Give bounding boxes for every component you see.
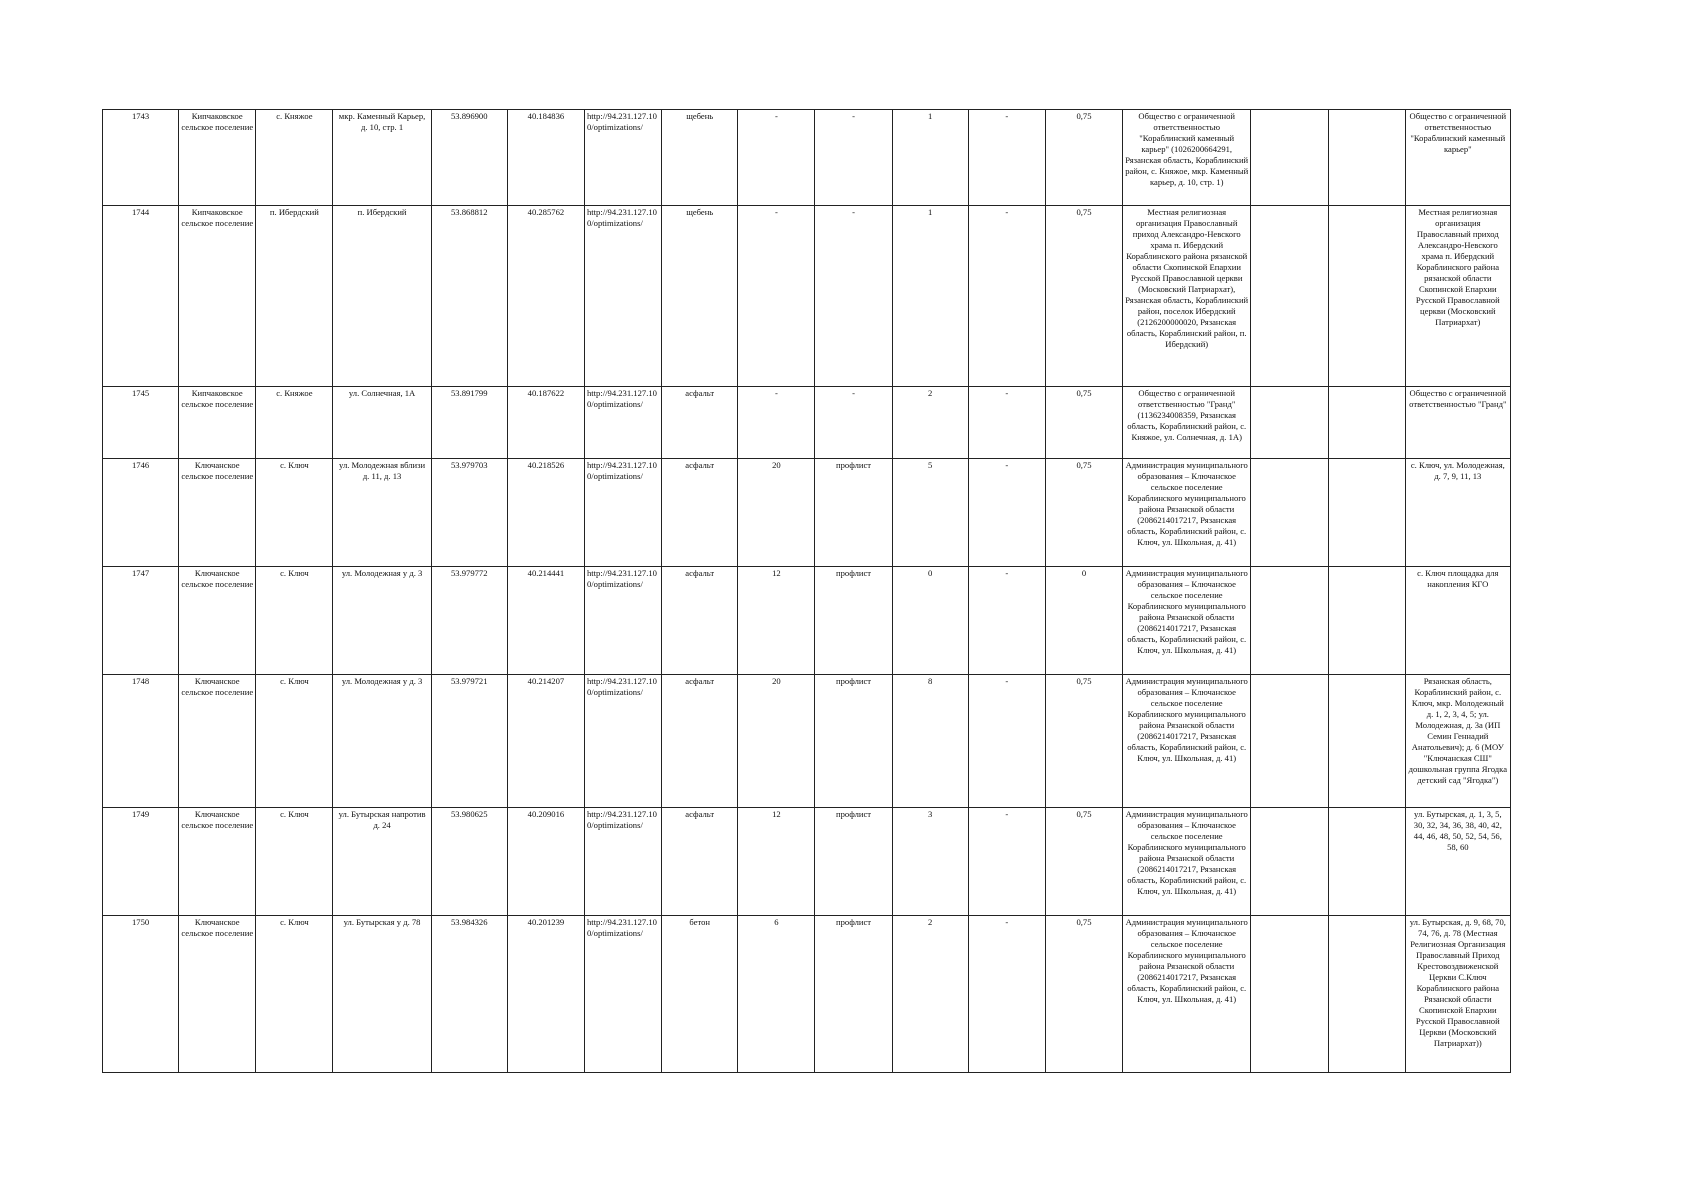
url-link[interactable]: http://94.231.127.100/optimizations/	[584, 387, 661, 459]
locality-cell: п. Ибердский	[256, 206, 333, 387]
fence-material-cell: профлист	[815, 675, 892, 808]
fence-material-cell: профлист	[815, 567, 892, 675]
empty-cell	[1251, 808, 1328, 916]
latitude-cell: 53.979772	[431, 567, 507, 675]
waste-sources-cell: Общество с ограниченной ответственностью "Кораблинский каменный карьер"	[1405, 110, 1510, 206]
empty-cell	[1251, 567, 1328, 675]
table-row	[103, 206, 1511, 387]
surface-cell: бетон	[662, 916, 738, 1073]
url-link[interactable]: http://94.231.127.100/optimizations/	[584, 459, 661, 567]
table-row	[103, 675, 1511, 808]
volume-cell: 0,75	[1045, 808, 1122, 916]
url-link[interactable]: http://94.231.127.100/optimizations/	[584, 110, 661, 206]
locality-cell: с. Ключ	[256, 675, 333, 808]
empty-cell	[1328, 110, 1405, 206]
fence-material-cell: профлист	[815, 916, 892, 1073]
row-number: 1745	[103, 387, 179, 459]
surface-cell: асфальт	[662, 567, 738, 675]
settlement-cell: Ключанское сельское поселение	[179, 567, 256, 675]
surface-cell: асфальт	[662, 675, 738, 808]
url-link[interactable]: http://94.231.127.100/optimizations/	[584, 567, 661, 675]
area-cell: 20	[738, 459, 815, 567]
waste-sources-cell: Местная религиозная организация Православный приход Александро-Невского храма п. Ибердский Кораблинского района рязанской области Скопинской Епархии Русской Православной церкви (Московский Патриархат)	[1405, 206, 1510, 387]
row-number: 1750	[103, 916, 179, 1073]
owner-cell: Администрация муниципального образования – Ключанское сельское поселение Кораблинского муниципального района Рязанской области (2086214017217, Рязанская область, Кораблинский район, с. Ключ, ул. Школьная, д. 41)	[1123, 916, 1251, 1073]
waste-sources-cell: Рязанская область, Кораблинский район, с. Ключ, мкр. Молодежный д. 1, 2, 3, 4, 5; ул. Молодежная, д. 3а (ИП Семин Геннадий Анатольевич); д. 6 (МОУ "Ключанская СШ" дошкольная группа Ягодка детский сад "Ягодка")	[1405, 675, 1510, 808]
waste-sources-cell: Общество с ограниченной ответственностью "Гранд"	[1405, 387, 1510, 459]
locality-cell: с. Ключ	[256, 459, 333, 567]
empty-cell	[1251, 459, 1328, 567]
locality-cell: с. Княжое	[256, 387, 333, 459]
settlement-cell: Ключанское сельское поселение	[179, 916, 256, 1073]
area-cell: 6	[738, 916, 815, 1073]
url-link[interactable]: http://94.231.127.100/optimizations/	[584, 675, 661, 808]
volume-cell: 0	[1045, 567, 1122, 675]
containers-cell: 1	[892, 206, 968, 387]
empty-cell	[1328, 459, 1405, 567]
area-cell: 12	[738, 808, 815, 916]
settlement-cell: Ключанское сельское поселение	[179, 808, 256, 916]
url-link[interactable]: http://94.231.127.100/optimizations/	[584, 206, 661, 387]
empty-cell	[1251, 206, 1328, 387]
settlement-cell: Кипчаковское сельское поселение	[179, 206, 256, 387]
waste-sources-cell: ул. Бутырская, д. 1, 3, 5, 30, 32, 34, 36, 38, 40, 42, 44, 46, 48, 50, 52, 54, 56, 58, 60	[1405, 808, 1510, 916]
fence-material-cell: профлист	[815, 808, 892, 916]
area-cell: 20	[738, 675, 815, 808]
url-link[interactable]: http://94.231.127.100/optimizations/	[584, 808, 661, 916]
owner-cell: Общество с ограниченной ответственностью "Кораблинский каменный карьер" (1026200664291, Рязанская область, Кораблинский район, с. Княжое, мкр. Каменный карьер, д. 10, стр. 1)	[1123, 110, 1251, 206]
address-cell: ул. Молодежная у д. 3	[333, 675, 431, 808]
owner-cell: Администрация муниципального образования – Ключанское сельское поселение Кораблинского муниципального района Рязанской области (2086214017217, Рязанская область, Кораблинский район, с. Ключ, ул. Школьная, д. 41)	[1123, 567, 1251, 675]
planned-containers-cell: -	[968, 675, 1045, 808]
surface-cell: асфальт	[662, 459, 738, 567]
settlement-cell: Ключанское сельское поселение	[179, 459, 256, 567]
locality-cell: с. Ключ	[256, 916, 333, 1073]
containers-cell: 1	[892, 110, 968, 206]
table-row	[103, 567, 1511, 675]
fence-material-cell: профлист	[815, 459, 892, 567]
volume-cell: 0,75	[1045, 675, 1122, 808]
longitude-cell: 40.209016	[507, 808, 584, 916]
latitude-cell: 53.896900	[431, 110, 507, 206]
table-row	[103, 459, 1511, 567]
table-row	[103, 808, 1511, 916]
longitude-cell: 40.187622	[507, 387, 584, 459]
latitude-cell: 53.891799	[431, 387, 507, 459]
volume-cell: 0,75	[1045, 459, 1122, 567]
containers-cell: 0	[892, 567, 968, 675]
owner-cell: Администрация муниципального образования – Ключанское сельское поселение Кораблинского муниципального района Рязанской области (2086214017217, Рязанская область, Кораблинский район, с. Ключ, ул. Школьная, д. 41)	[1123, 459, 1251, 567]
planned-containers-cell: -	[968, 567, 1045, 675]
surface-cell: асфальт	[662, 808, 738, 916]
planned-containers-cell: -	[968, 387, 1045, 459]
area-cell: -	[738, 206, 815, 387]
address-cell: ул. Молодежная вблизи д. 11, д. 13	[333, 459, 431, 567]
address-cell: ул. Молодежная у д. 3	[333, 567, 431, 675]
row-number: 1749	[103, 808, 179, 916]
address-cell: ул. Солнечная, 1А	[333, 387, 431, 459]
empty-cell	[1251, 675, 1328, 808]
locality-cell: с. Ключ	[256, 808, 333, 916]
settlement-cell: Кипчаковское сельское поселение	[179, 387, 256, 459]
address-cell: ул. Бутырская у д. 78	[333, 916, 431, 1073]
owner-cell: Администрация муниципального образования – Ключанское сельское поселение Кораблинского муниципального района Рязанской области (2086214017217, Рязанская область, Кораблинский район, с. Ключ, ул. Школьная, д. 41)	[1123, 675, 1251, 808]
locality-cell: с. Ключ	[256, 567, 333, 675]
waste-sources-cell: с. Ключ площадка для накопления КГО	[1405, 567, 1510, 675]
empty-cell	[1328, 675, 1405, 808]
url-link[interactable]: http://94.231.127.100/optimizations/	[584, 916, 661, 1073]
row-number: 1743	[103, 110, 179, 206]
empty-cell	[1251, 916, 1328, 1073]
fence-material-cell: -	[815, 110, 892, 206]
containers-cell: 2	[892, 387, 968, 459]
settlement-cell: Кипчаковское сельское поселение	[179, 110, 256, 206]
empty-cell	[1251, 110, 1328, 206]
row-number: 1744	[103, 206, 179, 387]
registry-table	[102, 109, 1511, 1073]
empty-cell	[1328, 206, 1405, 387]
volume-cell: 0,75	[1045, 387, 1122, 459]
table-row	[103, 387, 1511, 459]
table-body	[103, 110, 1511, 1073]
containers-cell: 5	[892, 459, 968, 567]
address-cell: п. Ибердский	[333, 206, 431, 387]
surface-cell: щебень	[662, 110, 738, 206]
surface-cell: асфальт	[662, 387, 738, 459]
area-cell: -	[738, 387, 815, 459]
longitude-cell: 40.285762	[507, 206, 584, 387]
owner-cell: Администрация муниципального образования – Ключанское сельское поселение Кораблинского муниципального района Рязанской области (2086214017217, Рязанская область, Кораблинский район, с. Ключ, ул. Школьная, д. 41)	[1123, 808, 1251, 916]
latitude-cell: 53.980625	[431, 808, 507, 916]
containers-cell: 3	[892, 808, 968, 916]
waste-sources-cell: с. Ключ, ул. Молодежная, д. 7, 9, 11, 13	[1405, 459, 1510, 567]
row-number: 1748	[103, 675, 179, 808]
longitude-cell: 40.214441	[507, 567, 584, 675]
latitude-cell: 53.979703	[431, 459, 507, 567]
planned-containers-cell: -	[968, 206, 1045, 387]
surface-cell: щебень	[662, 206, 738, 387]
table-row	[103, 916, 1511, 1073]
row-number: 1747	[103, 567, 179, 675]
settlement-cell: Ключанское сельское поселение	[179, 675, 256, 808]
volume-cell: 0,75	[1045, 916, 1122, 1073]
latitude-cell: 53.868812	[431, 206, 507, 387]
empty-cell	[1251, 387, 1328, 459]
planned-containers-cell: -	[968, 110, 1045, 206]
containers-cell: 8	[892, 675, 968, 808]
longitude-cell: 40.218526	[507, 459, 584, 567]
address-cell: мкр. Каменный Карьер, д. 10, стр. 1	[333, 110, 431, 206]
area-cell: -	[738, 110, 815, 206]
latitude-cell: 53.979721	[431, 675, 507, 808]
empty-cell	[1328, 916, 1405, 1073]
owner-cell: Местная религиозная организация Православный приход Александро-Невского храма п. Ибердский Кораблинского района рязанской области Скопинской Епархии Русской Православной церкви (Московский Патриархат), Рязанская область, Кораблинский район, поселок Ибердский (2126200000020, Рязанская область, Кораблинский район, п. Ибердский)	[1123, 206, 1251, 387]
planned-containers-cell: -	[968, 808, 1045, 916]
empty-cell	[1328, 387, 1405, 459]
planned-containers-cell: -	[968, 459, 1045, 567]
longitude-cell: 40.201239	[507, 916, 584, 1073]
address-cell: ул. Бутырская напротив д. 24	[333, 808, 431, 916]
fence-material-cell: -	[815, 206, 892, 387]
empty-cell	[1328, 567, 1405, 675]
row-number: 1746	[103, 459, 179, 567]
planned-containers-cell: -	[968, 916, 1045, 1073]
volume-cell: 0,75	[1045, 206, 1122, 387]
area-cell: 12	[738, 567, 815, 675]
locality-cell: с. Княжое	[256, 110, 333, 206]
latitude-cell: 53.984326	[431, 916, 507, 1073]
containers-cell: 2	[892, 916, 968, 1073]
empty-cell	[1328, 808, 1405, 916]
table-row	[103, 110, 1511, 206]
waste-sources-cell: ул. Бутырская, д. 9, 68, 70, 74, 76, д. 78 (Местная Религиозная Организация Православный Приход Крестовоздвиженской Церкви С.Ключ Кораблинского района Рязанской области Скопинской Епархии Русской Православной Церкви (Московский Патриархат))	[1405, 916, 1510, 1073]
fence-material-cell: -	[815, 387, 892, 459]
volume-cell: 0,75	[1045, 110, 1122, 206]
owner-cell: Общество с ограниченной ответственностью "Гранд" (1136234008359, Рязанская область, Кораблинский район, с. Княжое, ул. Солнечная, д. 1А)	[1123, 387, 1251, 459]
longitude-cell: 40.214207	[507, 675, 584, 808]
longitude-cell: 40.184836	[507, 110, 584, 206]
